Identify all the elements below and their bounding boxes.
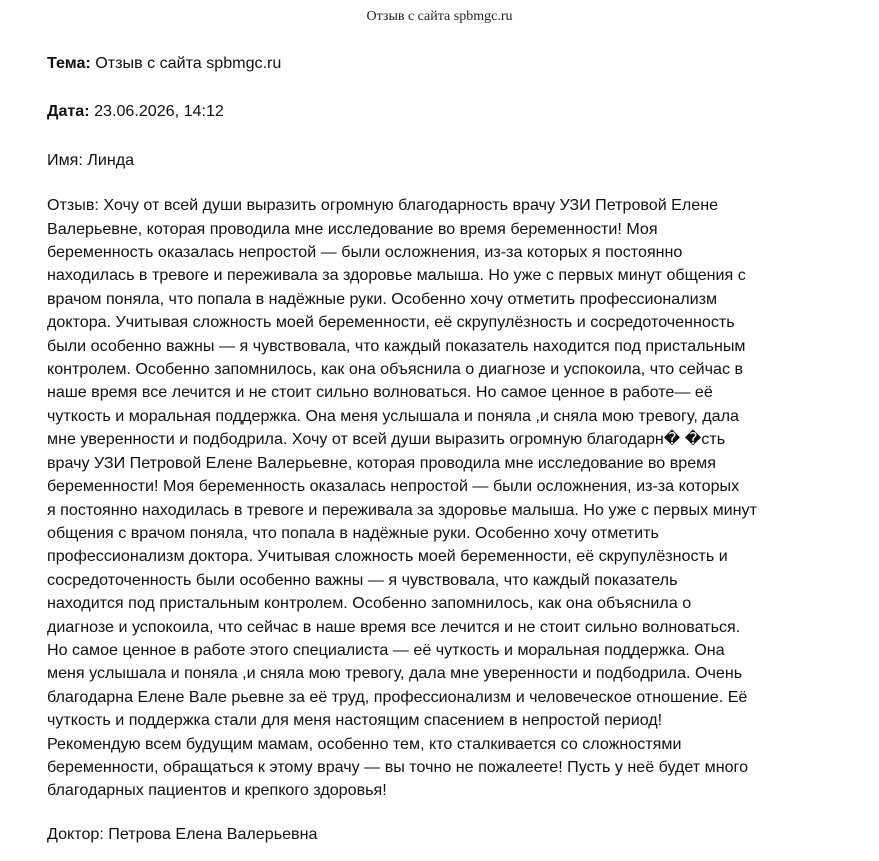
review-line: благодарных пациентов и крепкого здоровья! xyxy=(47,781,387,800)
review-line: профессионализм доктора. Учитывая сложность моей беременности, её скрупулёзность и xyxy=(47,547,728,566)
doctor-line: Доктор: Петрова Елена Валерьевна xyxy=(47,824,318,843)
review-line: общения с врачом поняла, что попала в надёжные руки. Особенно хочу отметить xyxy=(47,523,659,542)
review-line: диагнозе и успокоила, что сейчас в наше время все лечится и не стоит сильно волноваться. xyxy=(47,617,741,636)
subject-value: Отзыв с сайта spbmgc.ru xyxy=(90,54,282,72)
review-line: врачу УЗИ Петровой Елене Валерьевне, которая проводила мне исследование во время xyxy=(47,453,716,472)
review-line: находилась в тревоге и переживала за здоровье малыша. Но уже с первых минут общения с xyxy=(47,266,746,285)
name-line xyxy=(47,149,837,172)
date-label: Дата: xyxy=(47,102,90,121)
review-line: чуткость и поддержка стали для меня настоящим спасением в непростой период! xyxy=(47,711,663,730)
name-value: Линда xyxy=(82,150,135,169)
review-line: Рекомендую всем будущим мамам, особенно тем, кто сталкивается со сложностями xyxy=(47,734,682,753)
review-line: Но самое ценное в работе этого специалиста — её чуткость и моральная поддержка. Она xyxy=(47,640,725,659)
subject-line xyxy=(47,52,837,75)
review-line: благодарна Елене Вале рьевне за её труд, профессионализм и человеческое отношение. Её xyxy=(47,687,748,706)
review-line: мне уверенности и подбодрила. Хочу от всей души выразить огромную благодарн� �сть xyxy=(47,430,726,449)
review-text xyxy=(47,194,837,803)
date-line xyxy=(47,100,837,123)
review-line: Валерьевне, которая проводила мне исследование во время беременности! Моя xyxy=(47,219,658,238)
review-line: меня услышала и поняла ,и сняла мою тревогу, дала мне уверенности и подбодрила. Очень xyxy=(47,664,743,683)
review-line: Отзыв: Хочу от всей души выразить огромную благодарность врачу УЗИ Петровой Елене xyxy=(47,196,719,215)
review-line: находится под пристальным контролем. Особенно запомнилось, как она объяснила о xyxy=(47,594,692,613)
review-line: чуткость и моральная поддержка. Она меня услышала и поняла ,и сняла мою тревогу, дала xyxy=(47,406,739,425)
date-value: 23.06.2026, 14:12 xyxy=(89,102,224,121)
review-line: контролем. Особенно запомнилось, как она объяснила о диагнозе и успокоила, что сейчас в xyxy=(47,360,744,379)
review-line: беременности, обращаться к этому врачу — вы точно не пожалеете! Пусть у неё будет много xyxy=(47,757,749,776)
subject-label: Тема: xyxy=(47,54,91,72)
review-line: были особенно важны — я чувствовала, что каждый показатель находится под пристальным xyxy=(47,336,746,355)
review-line: я постоянно находилась в тревоге и переживала за здоровье малыша. Но уже с первых минут xyxy=(47,500,757,519)
review-line: беременности! Моя беременность оказалась непростой — были осложнения, из-за которых xyxy=(47,477,740,496)
review-line: врачом поняла, что попала в надёжные руки. Особенно хочу отметить профессионализм xyxy=(47,289,718,308)
review-line: доктора. Учитывая сложность моей беременности, её скрупулёзность и сосредоточенность xyxy=(47,313,735,332)
email-body xyxy=(47,52,837,846)
name-label: Имя: xyxy=(47,150,83,169)
review-line: сосредоточенность были особенно важны — я чувствовала, что каждый показатель xyxy=(47,570,678,589)
page-header-title: Отзыв с сайта spbmgc.ru xyxy=(366,9,513,24)
review-line: беременность оказалась непростой — были осложнения, из-за которых я постоянно xyxy=(47,243,683,262)
review-line: наше время все лечится и не стоит сильно волноваться. Но самое ценное в работе— её xyxy=(47,383,713,402)
